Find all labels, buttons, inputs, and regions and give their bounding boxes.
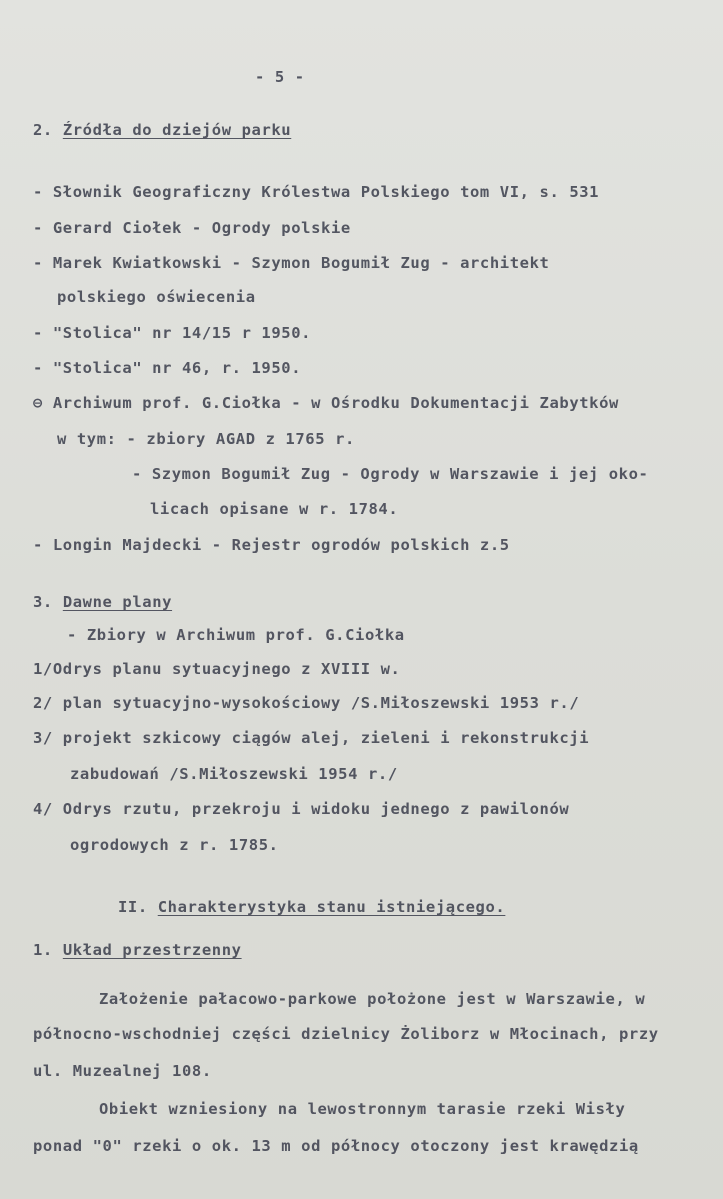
plan-item-continuation: zabudowań /S.Miłoszewski 1954 r./	[70, 765, 398, 783]
source-item-continuation: polskiego oświecenia	[57, 288, 256, 306]
paragraph-line: ponad "0" rzeki o ok. 13 m od północy otoczony jest krawędzią	[33, 1137, 639, 1155]
paragraph-line: Obiekt wzniesiony na lewostronnym tarasie rzeki Wisły	[99, 1100, 626, 1118]
source-subitem: - Szymon Bogumił Zug - Ogrody w Warszawie i jej oko-	[132, 465, 649, 483]
paragraph-line: północno-wschodniej części dzielnicy Żoliborz w Młocinach, przy	[33, 1025, 659, 1043]
source-item: - Gerard Ciołek - Ogrody polskie	[33, 219, 351, 237]
source-item: - "Stolica" nr 46, r. 1950.	[33, 359, 302, 377]
section3-heading-title: Dawne plany	[62, 593, 173, 611]
source-item: - "Stolica" nr 14/15 r 1950.	[33, 324, 312, 342]
source-item: - Marek Kwiatkowski - Szymon Bogumił Zug - architekt	[33, 254, 550, 272]
chapter2-heading-number: II.	[118, 898, 148, 916]
paragraph-line: Założenie pałacowo-parkowe położone jest w Warszawie, w	[99, 990, 646, 1008]
section1-heading-number: 1.	[33, 941, 53, 959]
plan-item-continuation: ogrodowych z r. 1785.	[70, 836, 279, 854]
section3-heading	[33, 593, 172, 611]
section2-heading	[33, 121, 291, 139]
page-number: - 5 -	[255, 68, 305, 86]
plan-item: 2/ plan sytuacyjno-wysokościowy /S.Miłoszewski 1953 r./	[33, 694, 580, 712]
plan-item: 3/ projekt szkicowy ciągów alej, zieleni i rekonstrukcji	[33, 729, 590, 747]
source-item: ⊖ Archiwum prof. G.Ciołka - w Ośrodku Dokumentacji Zabytków	[33, 394, 619, 412]
section1-heading-title: Układ przestrzenny	[62, 941, 242, 959]
chapter2-heading-title: Charakterystyka stanu istniejącego.	[157, 898, 506, 916]
paragraph-line: ul. Muzealnej 108.	[33, 1062, 212, 1080]
section1-heading	[33, 941, 242, 959]
chapter2-heading	[118, 898, 505, 916]
plan-item: 1/Odrys planu sytuacyjnego z XVIII w.	[33, 660, 401, 678]
source-subitem-continuation: licach opisane w r. 1784.	[150, 500, 399, 518]
section2-heading-number: 2.	[33, 121, 53, 139]
section2-heading-title: Źródła do dziejów parku	[62, 121, 292, 139]
source-subitem: w tym: - zbiory AGAD z 1765 r.	[57, 430, 355, 448]
plan-item: 4/ Odrys rzutu, przekroju i widoku jednego z pawilonów	[33, 800, 570, 818]
plan-item: - Zbiory w Archiwum prof. G.Ciołka	[67, 626, 405, 644]
source-item: - Słownik Geograficzny Królestwa Polskiego tom VI, s. 531	[33, 183, 600, 201]
section3-heading-number: 3.	[33, 593, 53, 611]
source-item: - Longin Majdecki - Rejestr ogrodów polskich z.5	[33, 536, 510, 554]
